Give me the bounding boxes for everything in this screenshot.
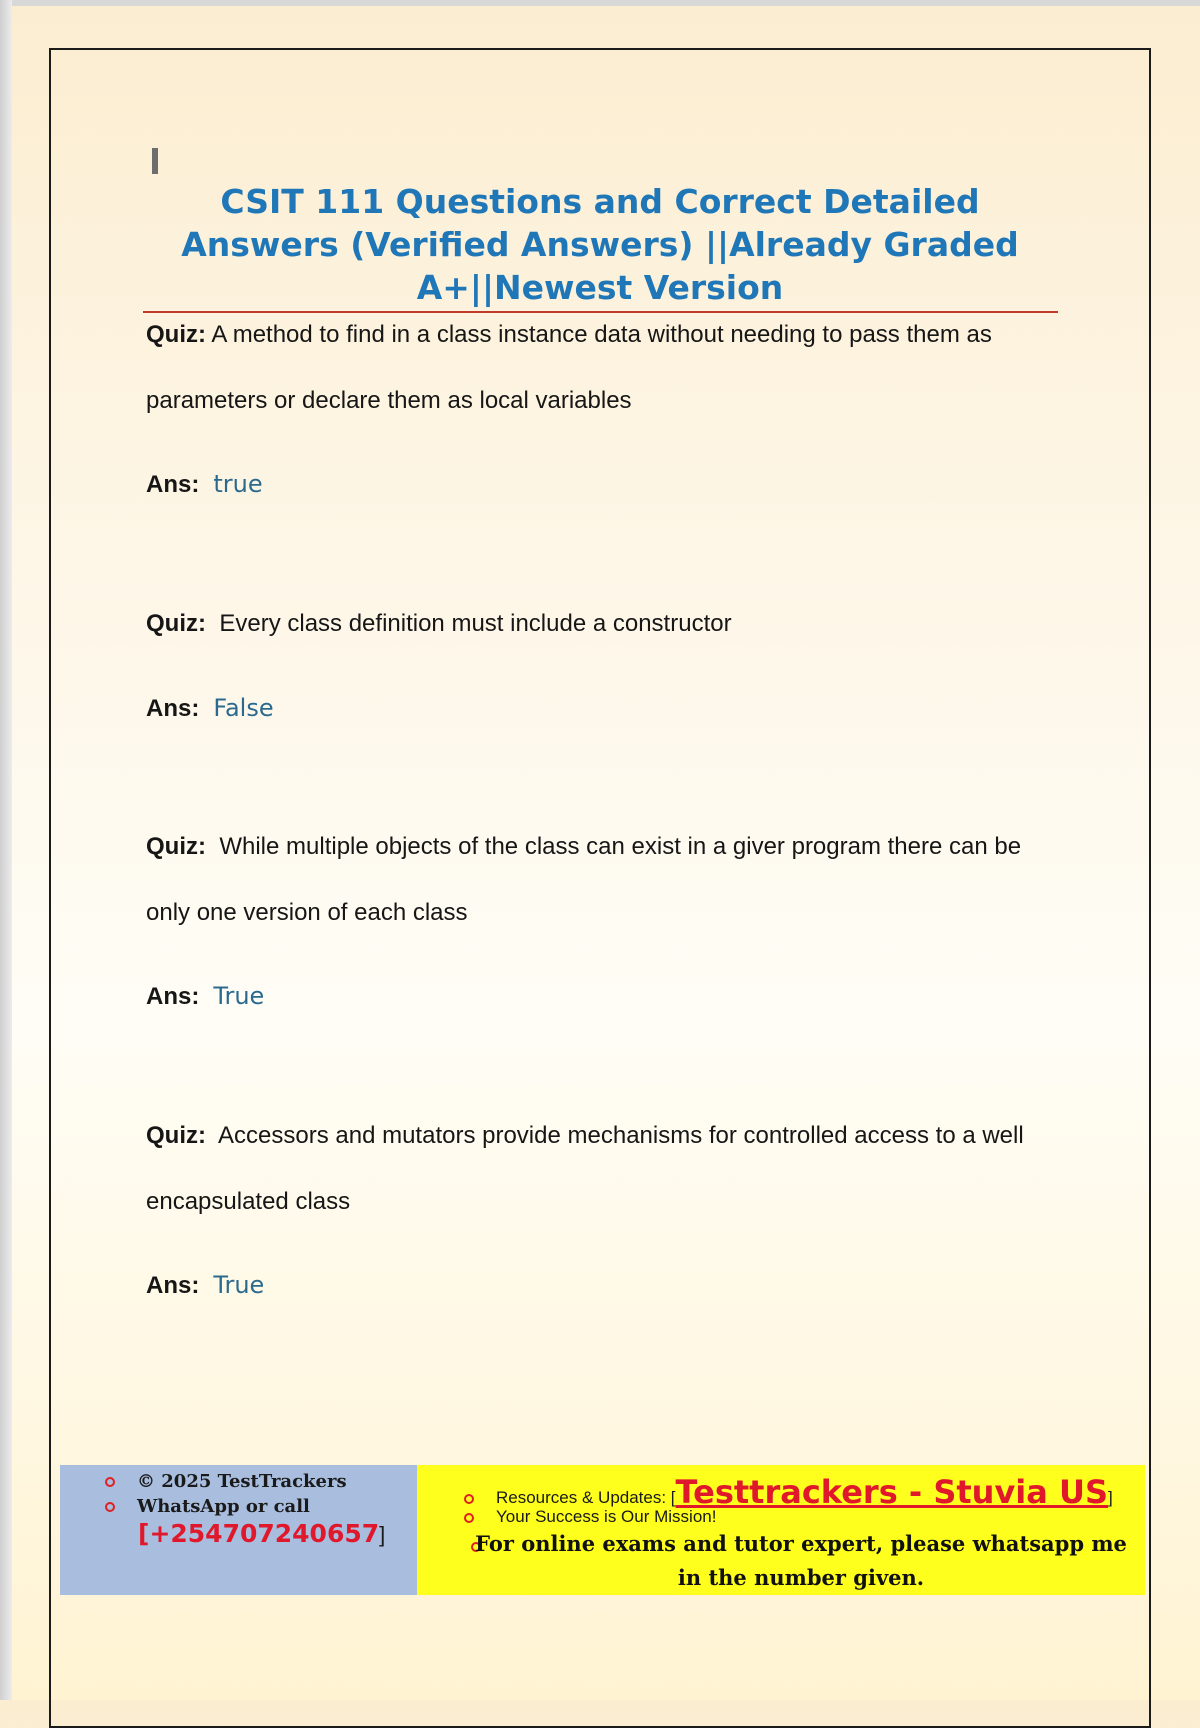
answer-value: true xyxy=(213,470,263,498)
answer-row xyxy=(146,1271,264,1300)
phone-number[interactable]: +254707240657 xyxy=(149,1519,380,1548)
answer-value: False xyxy=(213,694,274,722)
quiz-question: Accessors and mutators provide mechanisms for controlled access to a well encapsulated class xyxy=(146,1122,1024,1215)
answer-label: Ans: xyxy=(146,1272,200,1299)
answer-label: Ans: xyxy=(146,695,200,722)
answer-label: Ans: xyxy=(146,471,200,498)
quiz-item xyxy=(146,302,1066,434)
phone-close-bracket: ] xyxy=(379,1522,386,1547)
quiz-label: Quiz: xyxy=(146,833,206,860)
quiz-item xyxy=(146,814,1066,946)
quiz-item xyxy=(146,1103,1066,1235)
resources-line xyxy=(464,1473,1113,1511)
quiz-label: Quiz: xyxy=(146,321,206,348)
contact-line xyxy=(105,1494,417,1519)
circle-bullet-icon xyxy=(464,1494,474,1504)
quiz-item xyxy=(146,591,1066,657)
resources-label: Resources & Updates: [ xyxy=(496,1488,676,1507)
phone-line xyxy=(105,1519,417,1548)
circle-bullet-icon xyxy=(105,1502,115,1512)
answer-row xyxy=(146,470,263,499)
answer-row xyxy=(146,982,264,1011)
promo-text: For online exams and tutor expert, please whatsapp me in the number given. xyxy=(475,1531,1127,1590)
quiz-label: Quiz: xyxy=(146,1122,206,1149)
resources-close-bracket: ] xyxy=(1108,1488,1113,1507)
copyright-text: © 2025 TestTrackers xyxy=(137,1471,347,1492)
stuvia-link[interactable]: Testtrackers - Stuvia US xyxy=(675,1473,1109,1511)
quiz-question: Every class definition must include a constructor xyxy=(219,610,732,637)
phone-open-bracket: [ xyxy=(138,1519,150,1548)
mission-text: Your Success is Our Mission! xyxy=(496,1507,717,1526)
circle-bullet-icon xyxy=(464,1513,474,1523)
viewer-top-edge xyxy=(0,0,1200,6)
answer-value: True xyxy=(213,1271,265,1299)
quiz-question: While multiple objects of the class can exist in a giver program there can be only one version of each class xyxy=(146,833,1022,926)
viewer-left-edge xyxy=(0,0,12,1700)
document-title: CSIT 111 Questions and Correct Detailed Answers (Verified Answers) ||Already Graded A+||Newest Version xyxy=(181,182,1019,307)
circle-bullet-icon xyxy=(105,1477,115,1487)
footer-contact-box xyxy=(60,1465,417,1595)
quiz-label: Quiz: xyxy=(146,610,206,637)
contact-label: WhatsApp or call xyxy=(137,1496,310,1517)
copyright-line xyxy=(105,1469,417,1494)
footer-promo-box xyxy=(417,1465,1145,1595)
answer-value: True xyxy=(213,982,265,1010)
quiz-question: A method to find in a class instance data without needing to pass them as parameters or declare them as local variables xyxy=(146,321,992,414)
mission-line xyxy=(464,1507,716,1527)
answer-label: Ans: xyxy=(146,983,200,1010)
answer-row xyxy=(146,694,274,723)
text-cursor-icon xyxy=(152,148,158,174)
